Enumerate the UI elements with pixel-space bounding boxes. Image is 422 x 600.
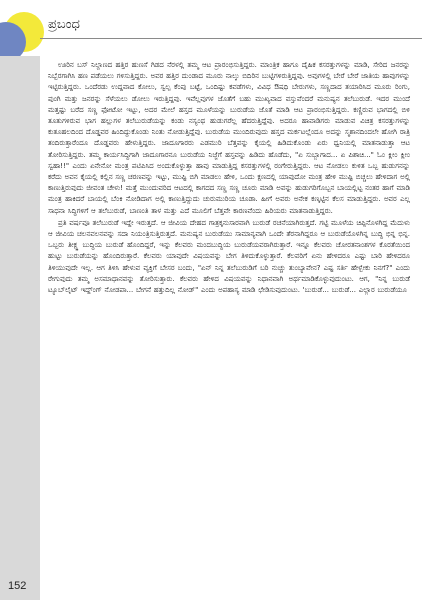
left-margin-band [0,56,40,600]
page-header [0,0,422,56]
paragraph-1: ಊರಿನ ಬಸ್ ನಿಲ್ದಾಣದ ಹತ್ತಿರ ಹುಣಸೆ ಗಿಡದ ನೆರಳಲ್ಲಿ ತಮ್ಮ ಆಟ ಪ್ರಾರಂಭಿಸುತ್ತಿದ್ದರು. ಮಾಂತ್ರಿಕ ಹಾಗೂ ದೈಹಿಕ ಕಸರತ್ತುಗಳನ್ನು ಮಾಡಿ, ಸೇರಿದ ಜನರನ್ನು ನಿಬ್ಬೆರಗಾಗಿಸಿ ಹಣ ಪಡೆಯಲು ಗಳಿಸುತ್ತಿದ್ದರು. ಅವರ ಹತ್ತಿರ ದುಂಡಾದ ಮೂರು ನಾಲ್ಕು ಬಿದಿರಿನ ಬುಟ್ಟಿಗಳಿರುತ್ತಿದ್ದವು. ಅವುಗಳಲ್ಲಿ ಬೇರೆ ಬೇರೆ ಜಾತಿಯ ಹಾವುಗಳನ್ನು ಇಟ್ಟಿರುತ್ತಿದ್ದರು. ಒಂದೆರಡು ಉದ್ದವಾದ ಕೋಲು, ಸ್ವಲ್ಪ ಕೆಂಪು ಬಟ್ಟೆ, ಒಂದಿಷ್ಟು ಕವಡೆಗಳು, ವಿವಿಧ ಔಷಧಿ ಬೇರುಗಳು, ಸಣ್ಣದಾದ ತಯಾರಿಸಿದ ಮೂರು ರಿಂಗು, ಪುಂಗಿ ಮತ್ತು ಜನರನ್ನು ಸೆಳೆಯಲು ಡೋಲು ಇರುತ್ತಿದ್ದವು. ಇವೆಲ್ಲವುಗಳ ಜೊತೆಗೆ ಬಹು ಮುಖ್ಯವಾದ ವಸ್ತುವೆಂದರೆ ಮನುಷ್ಯನ ತಲೆಬುರುಡೆ. ಇದರ ಮುಂದೆ ಮತ್ತಷ್ಟು ಬರೆದ ಸಣ್ಣ ಫೋಟೋ ಇಟ್ಟು, ಅದರ ಮೇಲೆ ಹಸ್ತದ ಮೂಳೆಯನ್ನು ಬುರುಡೆಯ ಜೊತೆ ಮಾಡಿ ಆಟ ಪ್ರಾರಂಭಿಸುತ್ತಿದ್ದರು. ಕಣ್ಣಿರುವ ಭಾಗದಲ್ಲಿ ಬಿಳಿ ತೂತುಗಳಿರುವ ಭಾಗ ಹಲ್ಲುಗಳ ತಲೆಬುರುಡೆಯನ್ನು ಕಂಡು ನಸ್ಯಂಥ ಹುಡುಗರೆಲ್ಲ ಹೆದರುತ್ತಿದ್ದೆವು. ಅದರೂ ಹಾವಾಡಿಗರು ಮಾಡುವ ವಿಚಿತ್ರ ಕಸರತ್ತುಗಳನ್ನು ಕುತೂಹಲದಿಂದ ದೊಡ್ಡವರ ಹಿಂದಿದ್ದುಕೊಂಡು ನಿಂತು ನೋಡುತ್ತಿದ್ದೆವು. ಬುರುಡೆಯ ಮುಂದಿರುವುದು ಹಸ್ತದ ಮರ್ಕಟಲ್ಲೆಂದೂ ಅದನ್ನು ಸ್ಮಶಾನದಿಂದಲೇ ಹೋಗಿ ರಾತ್ರಿ ತಂದಿರುತ್ತಾರೆಂದೂ ದೊಡ್ಡವರು ಹೇಳುತ್ತಿದ್ದರು. ಜಾದೂಗಾರರು ಎಡಮುರಿ ಬೆತ್ತವನ್ನು ಕೈಯಲ್ಲಿ ಹಿಡಿದುಕೊಂಡು ಏರು ಧ್ವನಿಯಲ್ಲಿ ಮಾತನಾಡುತ್ತಾ ಆಟ ತೋರಿಸುತ್ತಿದ್ದರು. ತಮ್ಮ ಕಾರ್ಯಸಿದ್ಧಿಗಾಗಿ ಜಾದೂಗಾರನೂ ಬುರುಡೆಯ ನಿಜ್ಜೆಗೆ ಹಸ್ತವನ್ನು ಹಿಡಿದು ಹೊಡೆದು, "ಏ ಸುಬ್ಬಾಗಾದ... ಏ ಪಿಶಾಚಿ..." ಓಂ ಕ್ಲೀಂ ಕ್ಲೀಂ ಸ್ವಹಾ!!" ಎಂದು ಏನೇನೋ ಮಂತ್ರ ಪಟಿಪಿಸಿದ ಅಂದುಕೊಳ್ಳುತ್ತಾ ಹಾವು ಮಾಡುತ್ತಿದ್ದ ಕಸರತ್ತುಗಳಲ್ಲಿ ರಂಗೇರುತ್ತಿದ್ದರು. ಆಟ ನೋಡಲು ಕುಳಿತ ಒಬ್ಬ ಹುಡುಗನನ್ನು ಕರೆದು ಅವನ ಕೈಯಲ್ಲಿ ಕಲ್ಲಿನ ಸಣ್ಣ ಚರಣವನ್ನು ಇಟ್ಟು, ಮುಷ್ಟಿ ಬಿಗಿ ಮಾಡಲು ಹೇಳಿ, ಒಂದು ಕ್ಷಣದಲ್ಲಿ ಯಾವುದೋ ಮಂತ್ರ ಹೇಳಿ ಮುಷ್ಟಿ ಬಿಚ್ಚಲು ಹೇಳಿದಾಗ ಅಲ್ಲಿ ಕಾಣುತ್ತಿರುವುದು ಜೀವಂತ ಚೇಳು! ಮತ್ತೆ ಮುಂದುವರಿದ ಆಟದಲ್ಲಿ ಕಾಗದದ ಸಣ್ಣ ಸಣ್ಣ ಚೂರು ಮಾಡಿ ಅವನ್ನು ಹುಡುಗರಿಗೊಬ್ಬನ ಬಾಯಲ್ಲಿಟ್ಟ ನಂತರ ಹಾಗೆ ಮಾಡಿ ಮಂತ್ರ ಹಾಕಿದರೆ ಬಾಯಲ್ಲಿ ಬೆಂಕಿ ನೋಡಿದಾಗ ಅಲ್ಲಿ ಕಾಣುತ್ತಿದ್ದುದು ಚುರುಮುರಿಯ ಚೂಡಾ. ಹೀಗೆ ಅವರು ಅನೇಕ ಕಣ್ಕಟ್ಟಿನ ಕೆಲಸ ಮಾಡುತ್ತಿದ್ದರು. ಅವರ ಎಲ್ಲ ಸಾಧನಾ ಸಿದ್ಧಿಗಳಿಗೆ ಆ ತಲೆಬುರುಡೆ, ಬಾಣಂತಿ ತಾಳ ಮತ್ತು ಎದೆ ಮೂಲಿಗೆ ಬೆತ್ತವೇ ಕಾರಣವೆಂದು ಹಿರಿಯರು ಮಾತನಾಡುತ್ತಿದ್ದರು. [48,61,410,215]
section-title: ಪ್ರಬಂಧ [48,17,80,32]
header-rule [40,38,422,39]
page-number: 152 [8,580,27,592]
paragraph-2: ಪ್ರತಿ ವರ್ಷವೂ ತಲೆಬುರುಡೆ ಇದ್ದೇ ಇರುತ್ತದೆ. ಆ ಜೀವಿಯ ದೇಹದ ಗಾತ್ರಕ್ಕನುಸಾರವಾಗಿ ಬುರುಡೆ ರಚನೆಯಾಗಿರುತ್ತದೆ. ಗಟ್ಟಿ ಮೂಳೆಯ ಚಿಪ್ಪಿನೊಳಗಿದ್ದ ಮೆದುಳು ಆ ಜೀವಿಯ ಚಲನವಲನವನ್ನು ಸದಾ ನಿಯಂತ್ರಿಸುತ್ತಿರುತ್ತದೆ. ಮನುಷ್ಯನ ಬುರುಡೆಯು ಸಾಮಾನ್ಯವಾಗಿ ಒಂದೇ ತೆರನಾಗಿದ್ದರೂ ಆ ಬುರುಡೆಯೊಳಗಿನ್ನ ಬುದ್ಧಿ ಭಿನ್ನ ಭಿನ್ನ. ಒಬ್ಬರು ತೀಕ್ಷ್ಣ ಬುದ್ಧಿಯ ಬುರುಡೆ ಹೊಂದಿದ್ದರೆ, ಇನ್ನು ಕೆಲವರು ಮಂದಬುದ್ಧಿಯ ಬುರುಡೆಯವರಾಗಿರುತ್ತಾರೆ. ಇನ್ನೂ ಕೆಲವರು ಚೋರತನಾಂಶಗಳ ಕೊರತೆಯಿಂದ ಹುಟ್ಟು ಬುರುಡೆಯನ್ನು ಹೊಂದಿರುತ್ತಾರೆ. ಕೆಲವರು ಯಾವುದೇ ವಿಷಯವನ್ನು ಬೇಗ ತಿಳಿದುಕೊಳ್ಳುತ್ತಾರೆ. ಕೆಲವರಿಗೆ ಏನು ಹೇಳಿದರೂ ಎಷ್ಟು ಬಾರಿ ಹೇಳಿದರೂ ತಿಳಿಯುವುದೇ ಇಲ್ಲ. ಆಗ ತಿಳಿಸಿ ಹೇಳುವ ವ್ಯಕ್ತಿಗೆ ಬೇಸರ ಬಂದು, "ಏನ್ ನಿನ್ನ ತಲೆಬುರುಡಿಗೆ ಬರಿ ನುಚ್ಚು ತುಂಬ್ಯಾವೇನ? ಎಷ್ಟ ಸರ್ತಿ ಹೇಳ್ಬೇಕು ನಿನಗೆ?" ಎಂದು ರೇಗುವುದು ತಮ್ಮ ಅಸಮಾಧಾನವನ್ನು ತೋರಿಸುತ್ತಾರು. ಕೆಲವರು ಹೇಳಿದ ವಿಷಯವನ್ನು ನಿಧಾನವಾಗಿ ಅರ್ಥಮಾಡಿಕೊಳ್ಳುವುದುಂಟು. ಆಗ, "ನಿನ್ನ ಬುರುಡೆ ಟ್ಯೂಬ್‌ಲೈಟ್ ಇದ್ದ್‌ಂಗ್ ನೋಡಪಾ... ಬೇಗನೆ ಹತ್ತುದಿಲ್ಲ ನೋಡ್" ಎಂದು ಅಪಹಾಸ್ಯ ಮಾಡಿ ಛೇಡಿಸುವುದುಂಟು. 'ಬುರುಡೆ... ಬುರುಡೆ... ಎಲ್ಲಾರ ಬುರುಡೆಯೂ [48,218,410,295]
body-text [48,60,410,296]
